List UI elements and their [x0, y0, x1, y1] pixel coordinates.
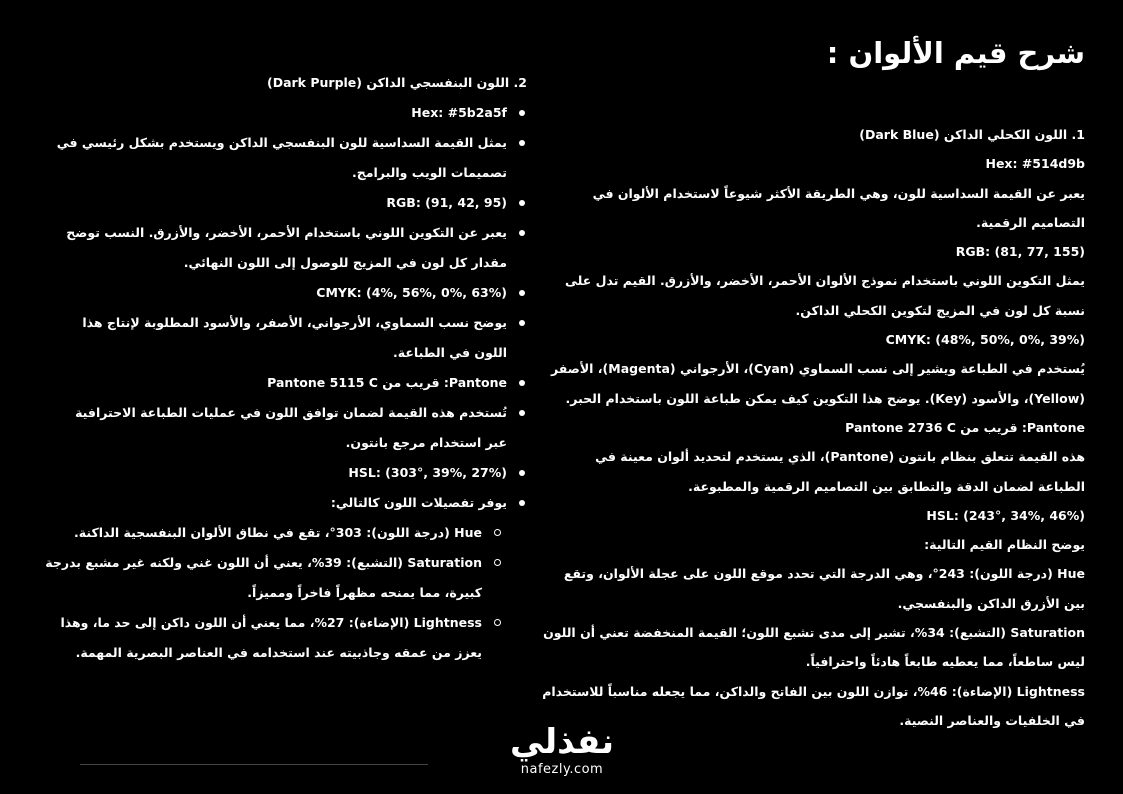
dark-purple-hex-desc-2: تصميمات الويب والبرامج. [352, 165, 507, 180]
dark-purple-hsl: HSL: (303°, 39%, 27%) [49, 458, 527, 488]
dark-blue-hex-desc-1: يعبر عن القيمة السداسية للون، وهي الطريقة الأكثر شيوعاً لاستخدام الألوان في [592, 185, 1085, 201]
nafezly-logo [488, 722, 636, 778]
dark-blue-hsl: HSL: (243°, 34%, 46%) [926, 507, 1085, 523]
dark-purple-hex: Hex: #5b2a5f [49, 98, 527, 128]
logo-arabic-text: نفذلي [509, 722, 615, 762]
dark-blue-hsl-intro: يوضح النظام القيم التالية: [924, 537, 1085, 553]
dark-purple-pantone-desc-1: تُستخدم هذه القيمة لضمان توافق اللون في عمليات الطباعة الاحترافية [49, 398, 527, 428]
dark-purple-heading: 2. اللون البنفسجي الداكن (Dark Purple) [266, 75, 527, 90]
dark-purple-section [45, 68, 527, 668]
dark-purple-cmyk-desc-1: يوضح نسب السماوي، الأرجواني، الأصفر، والأسود المطلوبة لإنتاج هذا [49, 308, 527, 338]
dark-blue-lightness-1: Lightness (الإضاءة): 46%، توازن اللون بين الفاتح والداكن، مما يجعله مناسباً للاستخدام [542, 683, 1085, 699]
dark-blue-hex: Hex: #514d9b [985, 156, 1085, 172]
dark-blue-hue-2: بين الأزرق الداكن والبنفسجي. [897, 595, 1085, 611]
dark-purple-cmyk: CMYK: (4%, 56%, 0%, 63%) [49, 278, 527, 308]
dark-blue-pantone-desc-2: الطباعة لضمان الدقة والتطابق بين التصاميم الرقمية والمطبوعة. [688, 478, 1085, 494]
dark-blue-cmyk-desc-1: يُستخدم في الطباعة ويشير إلى نسب السماوي (Cyan)، الأرجواني (Magenta)، الأصفر [551, 361, 1085, 377]
dark-blue-saturation-2: ليس ساطعاً، مما يعطيه طابعاً هادئاً واحترافياً. [805, 654, 1085, 670]
dark-purple-rgb-desc-1: يعبر عن التكوين اللوني باستخدام الأحمر، الأخضر، والأزرق. النسب توضح [49, 218, 527, 248]
dark-blue-rgb: RGB: (81, 77, 155) [955, 244, 1085, 260]
logo-latin-text: nafezly.com [520, 762, 604, 777]
dark-purple-rgb-desc-2: مقدار كل لون في المزيج للوصول إلى اللون النهائي. [183, 255, 507, 270]
dark-blue-section [542, 120, 1085, 735]
dark-purple-rgb: RGB: (91, 42, 95) [49, 188, 527, 218]
dark-blue-cmyk: CMYK: (48%, 50%, 0%, 39%) [885, 332, 1085, 348]
dark-purple-saturation-1: Saturation (التشبع): 39%، يعني أن اللون غني ولكنه غير مشبع بدرجة [49, 548, 527, 578]
dark-blue-pantone: Pantone: قريب من Pantone 2736 C [845, 419, 1085, 435]
dark-blue-hex-desc-2: التصاميم الرقمية. [976, 214, 1085, 230]
dark-purple-pantone-desc-2: عبر استخدام مرجع بانتون. [345, 435, 507, 450]
dark-blue-saturation-1: Saturation (التشبع): 34%، تشير إلى مدى تشبع اللون؛ القيمة المنخفضة تعني أن اللون [543, 625, 1085, 641]
dark-purple-hue: Hue (درجة اللون): 303°، تقع في نطاق الألوان البنفسجية الداكنة. [49, 518, 527, 548]
dark-blue-lightness-2: في الخلفيات والعناصر النصية. [899, 712, 1085, 728]
dark-purple-hex-desc-1: يمثل القيمة السداسية للون البنفسجي الداكن ويستخدم بشكل رئيسي في [49, 128, 527, 158]
dark-purple-lightness-1: Lightness (الإضاءة): 27%، مما يعني أن اللون داكن إلى حد ما، وهذا [49, 608, 527, 638]
dark-blue-rgb-desc-1: يمثل التكوين اللوني باستخدام نموذج الألوان الأحمر، الأخضر، والأزرق. القيم تدل على [564, 273, 1085, 289]
dark-blue-pantone-desc-1: هذه القيمة تتعلق بنظام بانتون (Pantone)، الذي يستخدم لتحديد ألوان معينة في [595, 449, 1085, 465]
page-title: شرح قيم الألوان : [826, 36, 1085, 70]
dark-purple-saturation-2: كبيرة، مما يمنحه مظهراً فاخراً ومميزاً. [247, 585, 482, 600]
dark-blue-heading: 1. اللون الكحلي الداكن (Dark Blue) [859, 127, 1085, 142]
dark-purple-cmyk-desc-2: اللون في الطباعة. [393, 345, 507, 360]
dark-blue-rgb-desc-2: نسبة كل لون في المزيج لتكوين الكحلي الداكن. [795, 302, 1085, 318]
dark-blue-hue-1: Hue (درجة اللون): 243°، وهي الدرجة التي تحدد موقع اللون على عجلة الألوان، وتقع [563, 566, 1085, 582]
dark-blue-cmyk-desc-2: (Yellow)، والأسود (Key). يوضح هذا التكوين كيف يمكن طباعة اللون باستخدام الحبر. [565, 390, 1085, 406]
dark-purple-lightness-2: يعزز من عمقه وجاذبيته عند استخدامه في العناصر البصرية المهمة. [75, 645, 482, 660]
dark-purple-pantone: Pantone: قريب من Pantone 5115 C [49, 368, 527, 398]
footer-divider [80, 764, 428, 765]
dark-purple-hsl-intro: يوفر تفصيلات اللون كالتالي: [49, 488, 527, 518]
